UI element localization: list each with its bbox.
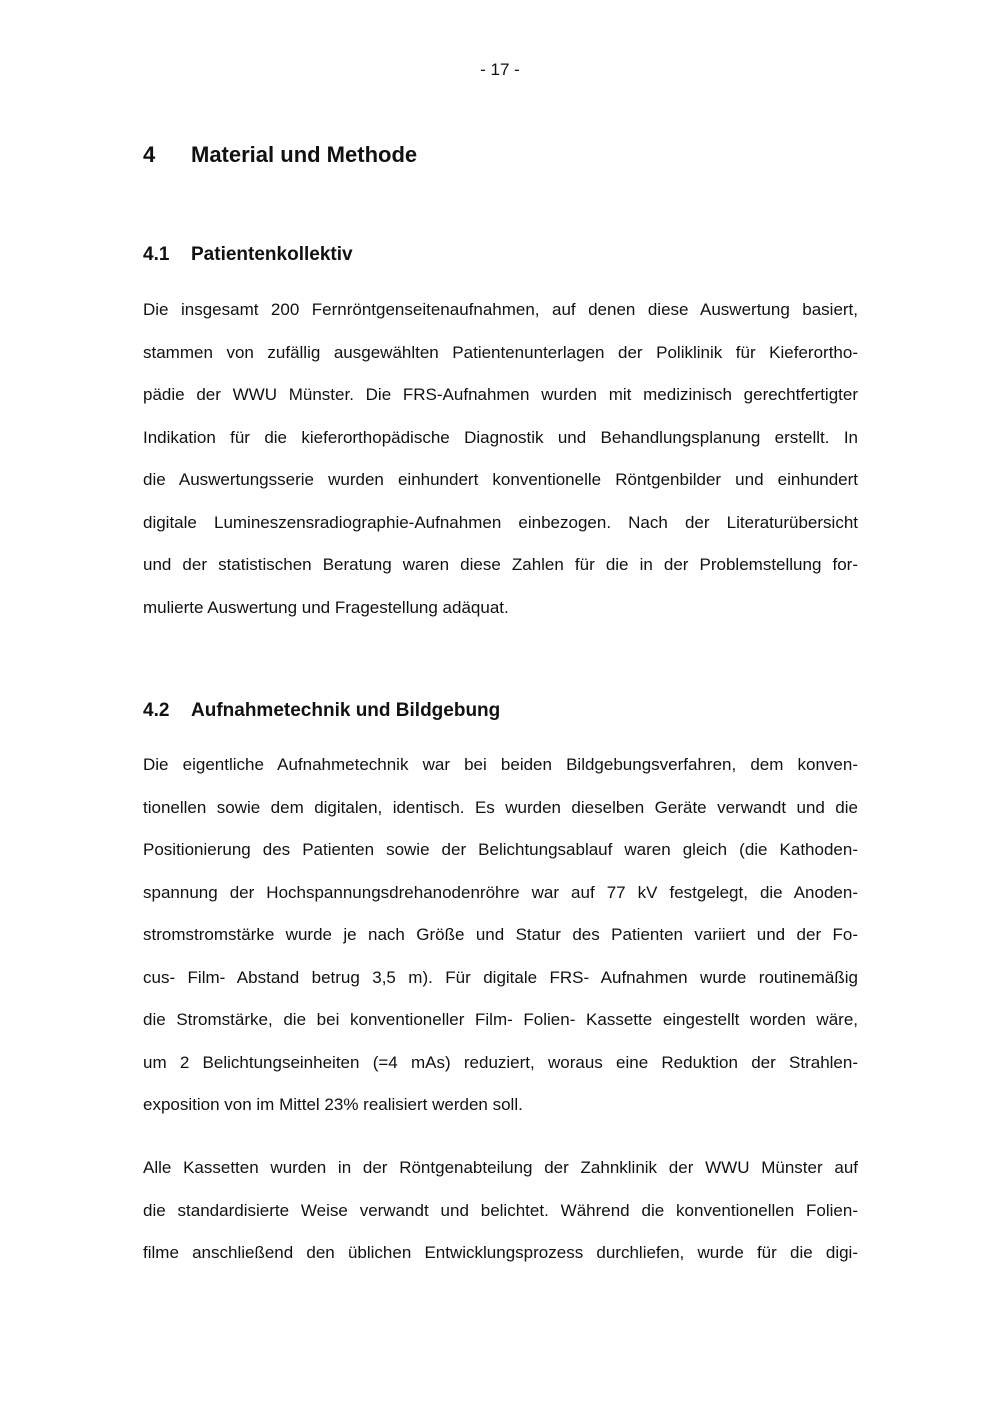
text-line: die standardisierte Weise verwandt und belichtet. Während die konventionellen Folien- [143,1200,858,1220]
paragraph-kassetten [143,1158,858,1286]
text-line: tionellen sowie dem digitalen, identisch. Es wurden dieselben Geräte verwandt und die [143,797,858,817]
text-line: Die eigentliche Aufnahmetechnik war bei beiden Bildgebungsverfahren, dem konven- [143,755,858,774]
text-line: um 2 Belichtungseinheiten (=4 mAs) reduziert, woraus eine Reduktion der Strahlen- [143,1052,858,1072]
section-number: 4.2 [143,700,170,721]
section-title: Patientenkollektiv [191,244,353,265]
section-title: Aufnahmetechnik und Bildgebung [191,700,501,721]
text-line: exposition von im Mittel 23% realisiert werden soll. [143,1095,523,1114]
paragraph-aufnahmetechnik [143,755,858,1138]
text-line: Alle Kassetten wurden in der Röntgenabteilung der Zahnklinik der WWU Münster auf [143,1158,858,1177]
text-line: pädie der WWU Münster. Die FRS-Aufnahmen wurden mit medizinisch gerechtfertigter [143,385,858,404]
text-line: Die insgesamt 200 Fernröntgenseitenaufnahmen, auf denen diese Auswertung basiert, [143,300,858,319]
paragraph-patientenkollektiv [143,300,858,640]
text-line: stammen von zufällig ausgewählten Patientenunterlagen der Poliklinik für Kieferortho- [143,342,858,362]
text-line: Indikation für die kieferorthopädische Diagnostik und Behandlungsplanung erstellt. In [143,427,858,447]
text-line: spannung der Hochspannungsdrehanodenröhre war auf 77 kV festgelegt, die Anoden- [143,882,858,902]
text-line: die Auswertungsserie wurden einhundert konventionelle Röntgenbilder und einhundert [143,470,858,489]
text-line: die Stromstärke, die bei konventioneller Film- Folien- Kassette eingestellt worden wäre, [143,1010,858,1029]
text-line: stromstromstärke wurde je nach Größe und Statur des Patienten variiert und der Fo- [143,925,858,944]
section-heading-4-1 [143,244,353,266]
text-line: Positionierung des Patienten sowie der Belichtungsablauf waren gleich (die Kathoden- [143,840,858,859]
chapter-number: 4 [143,142,156,167]
section-heading-4-2 [143,700,500,722]
text-line: mulierte Auswertung und Fragestellung adäquat. [143,597,509,617]
page-number: - 17 - [480,60,520,79]
text-line: digitale Lumineszensradiographie-Aufnahmen einbezogen. Nach der Literaturübersicht [143,512,858,532]
text-line: cus- Film- Abstand betrug 3,5 m). Für digitale FRS- Aufnahmen wurde routinemäßig [143,967,858,987]
text-line: filme anschließend den üblichen Entwicklungsprozess durchliefen, wurde für die digi- [143,1243,858,1262]
section-number: 4.1 [143,244,170,265]
chapter-heading [143,142,417,168]
text-line: und der statistischen Beratung waren diese Zahlen für die in der Problemstellung for- [143,555,858,574]
chapter-title: Material und Methode [191,142,418,167]
